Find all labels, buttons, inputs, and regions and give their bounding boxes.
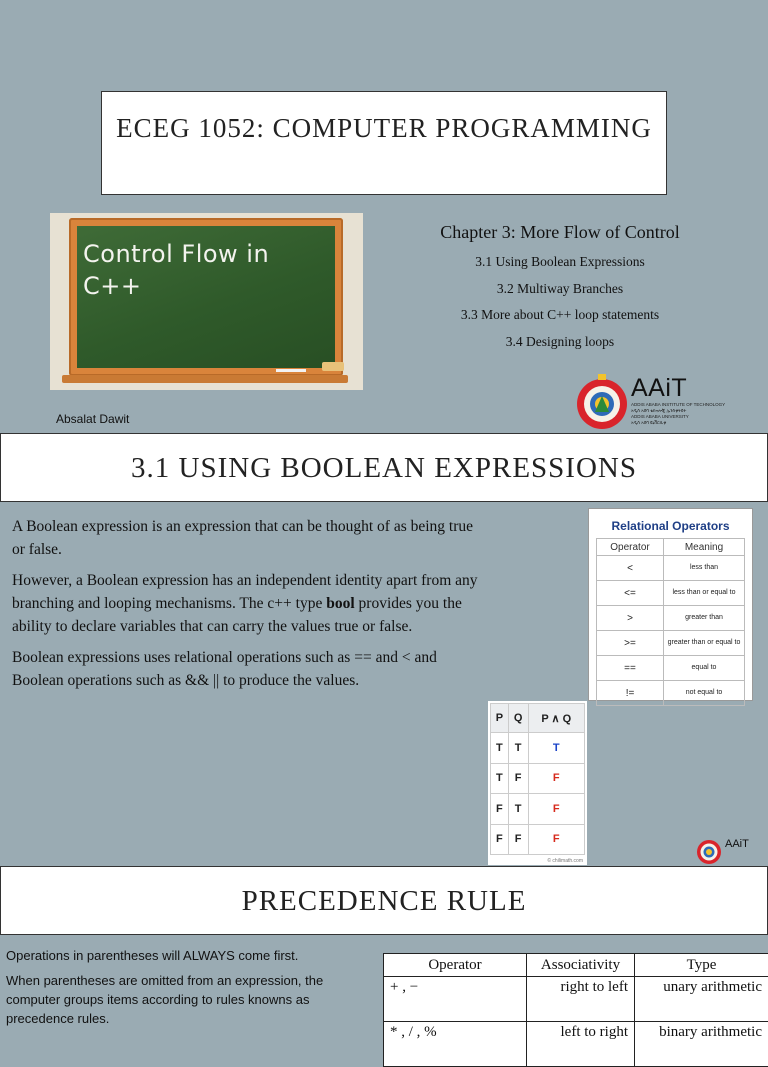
paragraph-text: provides you the ability to declare variables that can carry the values true or false. — [12, 595, 462, 635]
toc-item: 3.3 More about C++ loop statements — [410, 307, 710, 323]
column-header: Operator — [384, 954, 527, 977]
meaning-cell: equal to — [664, 656, 745, 681]
bool-keyword: bool — [326, 595, 354, 612]
author-name: Absalat Dawit — [56, 412, 129, 426]
column-header: Type — [635, 954, 768, 977]
table-row — [384, 977, 768, 1022]
operator-cell: < — [597, 556, 664, 581]
table-row — [491, 824, 585, 855]
aait-logo-name: AAiT — [725, 838, 749, 850]
table-row — [491, 733, 585, 764]
table-row — [597, 631, 745, 656]
truth-cell: F — [491, 794, 509, 825]
meaning-cell: greater than or equal to — [664, 631, 745, 656]
operator-cell: + , − — [384, 977, 527, 1022]
column-header: P ∧ Q — [528, 704, 584, 733]
table-row — [597, 556, 745, 581]
table-row — [491, 794, 585, 825]
meaning-cell: not equal to — [664, 681, 745, 706]
associativity-cell: left to right — [527, 1022, 635, 1067]
aait-logo-small — [696, 838, 764, 866]
truth-cell: F — [508, 824, 528, 855]
slide1-title: ECEG 1052: COMPUTER PROGRAMMING — [101, 91, 667, 195]
truth-cell: T — [508, 733, 528, 764]
truth-cell: T — [491, 733, 509, 764]
relational-operators-title: Relational Operators — [589, 519, 752, 533]
chalkboard-image — [50, 213, 363, 390]
paragraph: Operations in parentheses will ALWAYS come first. — [6, 946, 358, 965]
chalkboard-ledge — [62, 375, 348, 383]
aait-logo-subtitle: አዲስ አበባ ዩኒቨርሲቲ — [631, 420, 666, 425]
aait-logo-subtitle: ADDIS ABABA INSTITUTE OF TECHNOLOGY — [631, 402, 725, 407]
operator-cell: != — [597, 681, 664, 706]
aait-logo-subtitle: ADDIS ABABA UNIVERSITY — [631, 414, 689, 419]
operator-cell: * , / , % — [384, 1022, 527, 1067]
chalk-eraser — [322, 362, 344, 371]
truth-cell: T — [491, 763, 509, 794]
column-header: P — [491, 704, 509, 733]
table-row — [491, 763, 585, 794]
slide2-title: 3.1 USING BOOLEAN EXPRESSIONS — [0, 433, 768, 502]
truth-cell: T — [508, 794, 528, 825]
paragraph — [12, 569, 482, 638]
aait-logo-name: AAiT — [631, 374, 687, 403]
aait-logo — [576, 372, 736, 430]
truth-result-cell: T — [528, 733, 584, 764]
table-row — [597, 656, 745, 681]
relational-operators-grid — [596, 538, 745, 706]
table-header-row — [384, 954, 768, 977]
slide2-body — [12, 515, 482, 700]
paragraph-text: However, a Boolean expression has an independent identity apart from any branching and looping mechanisms. The c++ type — [12, 572, 478, 612]
aau-seal-icon — [576, 372, 630, 430]
truth-table — [488, 701, 587, 865]
precedence-table — [383, 953, 768, 1067]
meaning-cell: less than — [664, 556, 745, 581]
table-row — [597, 606, 745, 631]
toc-item: 3.4 Designing loops — [410, 334, 710, 350]
toc-item: 3.2 Multiway Branches — [410, 281, 710, 297]
table-header-row — [491, 704, 585, 733]
truth-result-cell: F — [528, 763, 584, 794]
column-header: Associativity — [527, 954, 635, 977]
paragraph: When parentheses are omitted from an expression, the computer groups items according to rules knowns as precedence rules. — [6, 971, 358, 1028]
table-row — [384, 1022, 768, 1067]
chalkboard-surface — [77, 226, 335, 368]
table-row — [597, 581, 745, 606]
chapter-heading: Chapter 3: More Flow of Control — [410, 222, 710, 243]
truth-table-source: © chilimath.com — [547, 858, 583, 864]
operator-cell: <= — [597, 581, 664, 606]
slide3-body — [6, 946, 358, 1034]
toc-item: 3.1 Using Boolean Expressions — [410, 254, 710, 270]
aau-seal-icon — [696, 839, 722, 865]
truth-result-cell: F — [528, 824, 584, 855]
chalkboard-frame — [69, 218, 343, 376]
paragraph: Boolean expressions uses relational operations such as == and < and Boolean operations such as && || to produce the values. — [12, 646, 482, 692]
operator-cell: == — [597, 656, 664, 681]
chalkboard-text: Control Flow in C++ — [83, 238, 269, 302]
associativity-cell: right to left — [527, 977, 635, 1022]
meaning-cell: greater than — [664, 606, 745, 631]
table-header-row — [597, 539, 745, 556]
relational-operators-table — [588, 508, 753, 701]
aait-logo-subtitle: አዲስ አበባ ቴክኖሎጂ ኢንስቲትዩት — [631, 408, 686, 413]
truth-result-cell: F — [528, 794, 584, 825]
type-cell: binary arithmetic — [635, 1022, 768, 1067]
paragraph: A Boolean expression is an expression that can be thought of as being true or false. — [12, 515, 482, 561]
type-cell: unary arithmetic — [635, 977, 768, 1022]
column-header: Meaning — [664, 539, 745, 556]
column-header: Q — [508, 704, 528, 733]
slide3-title: PRECEDENCE RULE — [0, 866, 768, 935]
table-row — [597, 681, 745, 706]
column-header: Operator — [597, 539, 664, 556]
truth-cell: F — [491, 824, 509, 855]
operator-cell: >= — [597, 631, 664, 656]
meaning-cell: less than or equal to — [664, 581, 745, 606]
truth-cell: F — [508, 763, 528, 794]
chalk-stick — [276, 369, 306, 372]
truth-table-grid — [490, 703, 585, 855]
operator-cell: > — [597, 606, 664, 631]
